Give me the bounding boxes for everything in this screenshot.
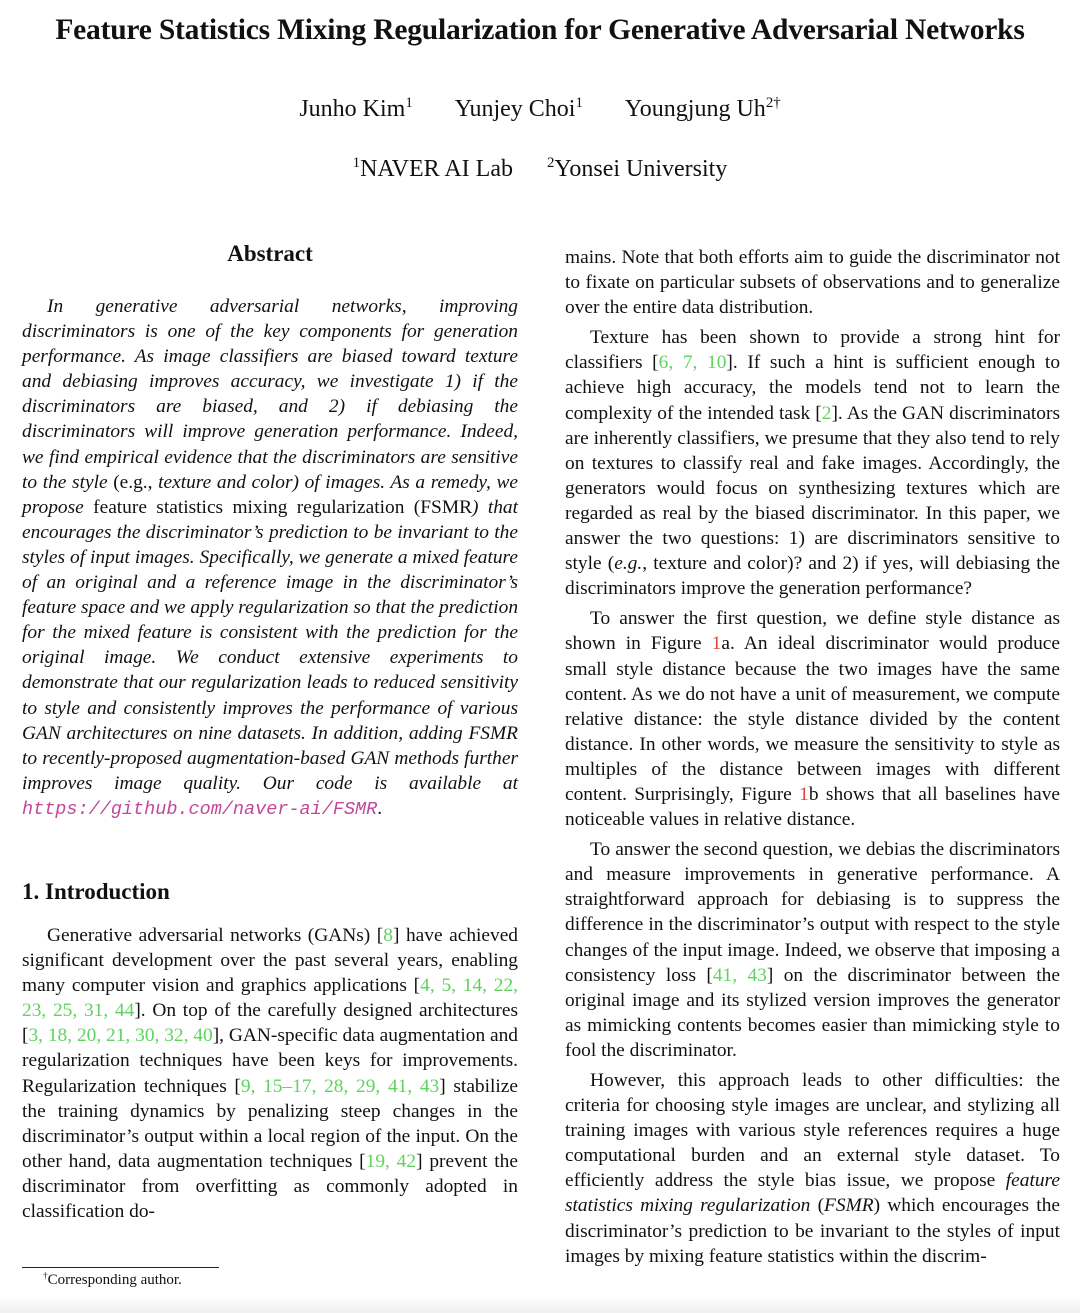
intro-paragraph-3: To answer the first question, we define style distance as shown in Figure 1a. An ideal discriminator would produce small style distance because the two images have the same content. As we do not have a unit of measurement, we compute relative distance: the style distance divided by the content distance. In other words, we measure the sensitivity to style as multiples of the distance between images with different content. Surprisingly, Figure 1b shows that all baselines have noticeable values in relative distance. (565, 608, 1061, 831)
figure-ref-link[interactable]: 1 (711, 633, 722, 655)
abstract-heading: Abstract (227, 241, 313, 266)
intro-paragraph-4: To answer the second question, we debias the discriminators and measure improvements in generative performance. A straightforward approach for debiasing is to suppress the difference in the discriminator’s output with respect to the style changes of the input image. Indeed, we observe that imposing a consistency loss [41, 43] on the discriminator between the original image and its stylized version improves the generator as mimicking contents becomes easier than mimicking style to fool the discriminator. (565, 839, 1060, 1061)
author-list (0, 96, 1080, 123)
footnote-divider (22, 1267, 219, 1268)
citation-link[interactable]: 2 (821, 402, 832, 424)
right-column (565, 245, 1060, 1274)
affiliation: $^1$NAVER AI Lab (352, 155, 513, 182)
citation-link[interactable]: 3, 18, 20, 21, 30, 32, 40 (28, 1025, 213, 1047)
code-url-link[interactable]: https://github.com/naver-ai/FSMR (22, 798, 378, 820)
intro-paragraph-5: However, this approach leads to other difficulties: the criteria for choosing style images are unclear, and stylizing all training images with various style references requires a huge computational burden and an external style dataset. To efficiently address the style bias issue, we propose feature statistics mixing regularization (FSMR) which encourages the discriminator’s prediction to be invariant to the styles of input images by mixing feature statistics within the discrim- (565, 1070, 1060, 1267)
intro-paragraph-1-continued (565, 245, 1060, 320)
citation-link[interactable]: 9, 15–17, 28, 29, 41, 43 (240, 1075, 440, 1097)
intro-paragraph-2: Texture has been shown to provide a strong hint for classifiers [6, 7, 10]. If such a hint is sufficient enough to achieve high accuracy, the models tend not to learn the complexity of the intended task [2]. As the GAN discriminators are inherently classifiers, we presume that they also tend to rely on textures to classify real and fake images. Accordingly, the generators would focus on synthesizing textures which are regarded as real by the biased discriminator. In this paper, we answer the two questions: 1) are discriminators sensitive to style (e.g., texture and color)? and 2) if yes, will debiasing the discriminators improve the generation performance? (565, 327, 1061, 600)
intro-paragraph-1: Generative adversarial networks (GANs) [8] have achieved significant development over the past several years, enabling many computer vision and graphics applications [4, 5, 14, 22, 23, 25, 31, 44]. On top of the carefully designed architectures [3, 18, 20, 21, 30, 32, 40], GAN-specific data augmentation and regularization techniques have been keys for improvements. Regularization techniques [9, 15–17, 28, 29, 41, 43] stabilize the training dynamics by penalizing steep changes in the discriminator’s output within a local region of the input. On the other hand, data augmentation techniques [19, 42] prevent the discriminator from overfitting as commonly adopted in classification do- (22, 924, 518, 1222)
citation-link[interactable]: 41, 43 (712, 964, 767, 986)
affiliation-list (0, 156, 1080, 183)
left-column (22, 240, 518, 1229)
section-heading-introduction: 1. Introduction (22, 878, 170, 904)
affiliation: $^2$Yonsei University (546, 155, 728, 182)
citation-link[interactable]: 6, 7, 10 (658, 352, 727, 374)
author: Yunjey Choi$^1$ (454, 95, 583, 122)
abstract-body: In generative adversarial networks, improving discriminators is one of the key components for generation performance. As image classifiers are biased toward texture and debiasing improves accuracy, we investigate 1) if the discriminators are biased, and 2) if debiasing the discriminators will improve generation performance. Indeed, we find empirical evidence that the discriminators are sensitive to the style (e.g., texture and color) of images. As a remedy, we propose feature statistics mixing regularization (FSMR) that encourages the discriminator’s prediction to be invariant to the styles of input images. Specifically, we generate a mixed feature of an original and a reference image in the discriminator’s feature space and we apply regularization so that the prediction for the mixed feature is consistent with the prediction for the original image. We conduct extensive experiments to demonstrate that our regularization leads to reduced sensitivity to style and consistently improves the performance of various GAN architectures on nine datasets. In addition, adding FSMR to recently-proposed augmentation-based GAN methods further improves image quality. Our code is available at https://github.com/naver-ai/FSMR. (22, 296, 519, 820)
figure-ref-link[interactable]: 1 (799, 783, 809, 805)
citation-link[interactable]: 4, 5, 14, 22, 23, 25, 31, 44 (22, 975, 518, 1022)
paper-title: Feature Statistics Mixing Regularization for Generative Adversarial Networks (55, 14, 1025, 46)
author: Youngjung $Uh^{2\dagger}$ (624, 95, 781, 122)
author: Junho Kim$^1$ (299, 95, 413, 122)
citation-link[interactable]: 19, 42 (365, 1150, 417, 1172)
citation-link[interactable]: 8 (383, 924, 393, 946)
footnote: †Corresponding author. (43, 1271, 182, 1288)
page-bottom-edge (0, 1296, 1080, 1313)
continued-text: mains. Note that both efforts aim to guide the discriminator not to fixate on particular subsets of observations and to generalize over the entire data distribution. (565, 247, 1060, 319)
method-name: feature statistics mixing regularization (FSMR (93, 496, 472, 518)
